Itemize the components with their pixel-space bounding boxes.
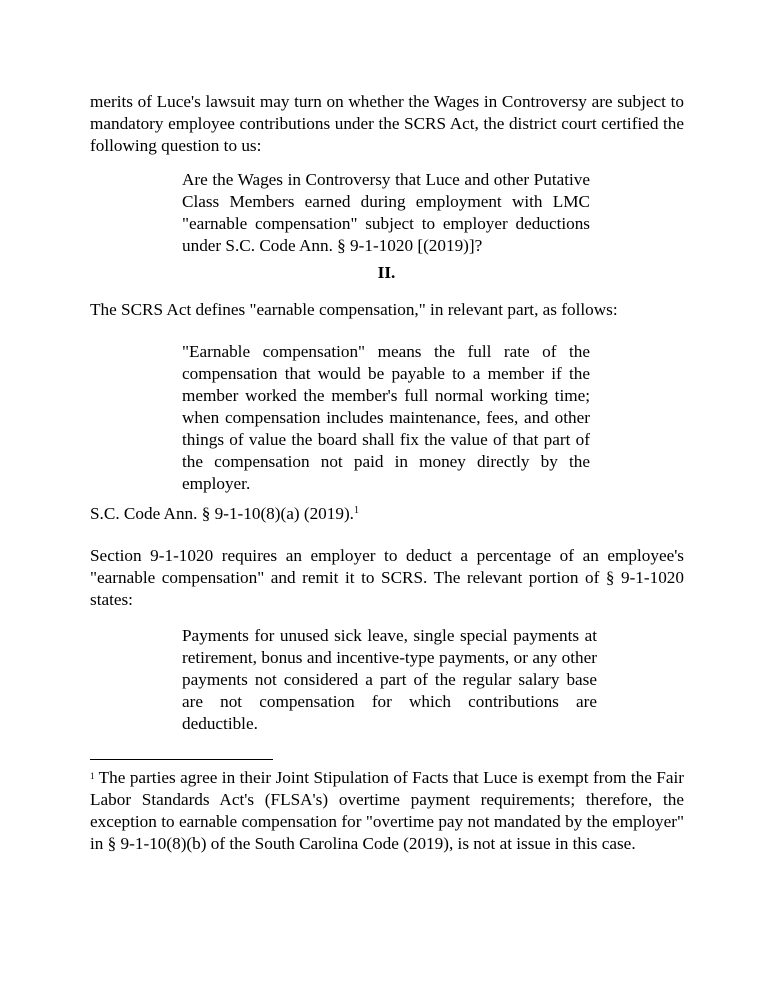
defines-paragraph: The SCRS Act defines "earnable compensation," in relevant part, as follows:	[90, 300, 618, 319]
footnote-separator	[90, 759, 273, 760]
definition-blockquote: "Earnable compensation" means the full rate of the compensation that would be payable to a member if the member worked the member's full normal working time; when compensation includes maintenance, fees, and other things of value the board shall fix the value of that part of the compensation not paid in money directly by the employer.	[182, 342, 590, 493]
payments-blockquote: Payments for unused sick leave, single special payments at retirement, bonus and incentive-type payments, or any other payments not considered a part of the regular salary base are not compensation for which contributions are deductible.	[182, 626, 597, 733]
footnote-text: The parties agree in their Joint Stipulation of Facts that Luce is exempt from the Fair Labor Standards Act's (FLSA's) overtime payment requirements; therefore, the exception to earnable compensation for "overtime pay not mandated by the employer" in § 9-1-10(8)(b) of the South Carolina Code (2019), is not at issue in this case.	[90, 768, 684, 853]
footnote-number: 1	[90, 771, 95, 781]
footnote-reference: 1	[353, 505, 359, 516]
section-requirement-paragraph: Section 9-1-1020 requires an employer to deduct a percentage of an employee's "earnable compensation" and remit it to SCRS. The relevant portion of § 9-1-1020 states:	[90, 546, 684, 609]
citation-text: S.C. Code Ann. § 9-1-10(8)(a) (2019).	[90, 504, 354, 523]
footnote	[90, 767, 684, 855]
intro-paragraph: merits of Luce's lawsuit may turn on whether the Wages in Controversy are subject to mandatory employee contributions under the SCRS Act, the district court certified the following question to us:	[90, 92, 684, 155]
section-heading: II.	[377, 263, 396, 282]
certified-question-blockquote: Are the Wages in Controversy that Luce and other Putative Class Members earned during employment with LMC "earnable compensation" subject to employer deductions under S.C. Code Ann. § 9-1-1020 [(2019)]?	[182, 170, 590, 255]
citation-line	[90, 503, 684, 525]
